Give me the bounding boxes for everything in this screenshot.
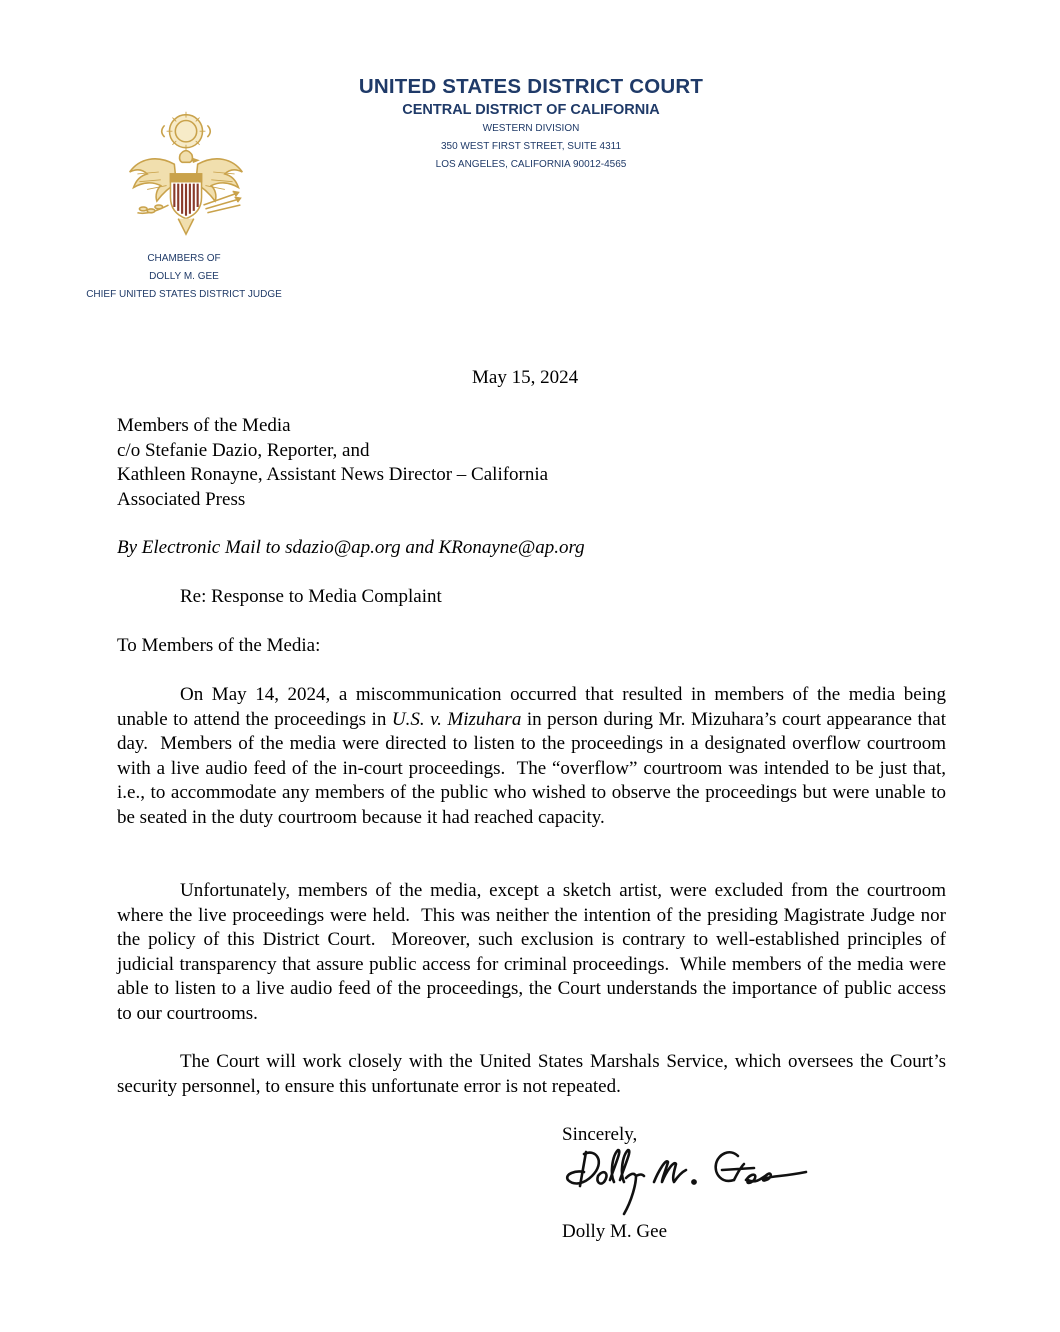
district-name: CENTRAL DISTRICT OF CALIFORNIA [402,102,660,118]
letterhead [300,74,762,174]
chambers-judge-name: DOLLY M. GEE [149,271,219,282]
paragraph-1-part-b: in person during Mr. Mizuhara’s court appearance that day. Members of the media were directed to listen to the proceedings in a designated overflow courtroom with a live audio feed of the in-court proceedings. The “overflow” courtroom was intended to be just that, i.e., to accommodate any members of the public who wished to observe the proceedings but were unable to be seated in the duty courtroom because it had reached capacity. [117,708,947,828]
closing: Sincerely, [562,1124,638,1145]
division: WESTERN DIVISION [482,123,580,134]
addressee-block [117,414,548,512]
chambers-judge-title: CHIEF UNITED STATES DISTRICT JUDGE [86,289,282,300]
letter-date: May 15, 2024 [472,367,579,388]
subject-line: Re: Response to Media Complaint [180,586,442,607]
court-name: UNITED STATES DISTRICT COURT [358,75,704,98]
addressee-line-4: Associated Press [117,488,246,510]
delivery-method: By Electronic Mail to sdazio@ap.org and KRonayne@ap.org [117,537,585,558]
paragraph-1-part-a: On May 14, 2024, a miscommunication occurred that resulted in members of the media being unable to attend the proceedings in [117,684,946,730]
case-name: U.S. v. Mizuhara [391,708,522,730]
body-paragraph-2: Unfortunately, members of the media, except a sketch artist, were excluded from the courtroom where the live proceedings were held. This was neither the intention of the presiding Magistrate Judge nor the policy of this District Court. Moreover, such exclusion is contrary to well-established principles of judicial transparency that assure public access for criminal proceedings. While members of the media were able to listen to a live audio feed of the proceedings, the Court understands the importance of public access to our courtrooms. [117,880,946,1024]
address-line-1: 350 WEST FIRST STREET, SUITE 4311 [440,141,622,152]
great-seal-icon [118,104,254,240]
chambers-line-1: CHAMBERS OF [147,253,221,264]
address-line-2: LOS ANGELES, CALIFORNIA 90012-4565 [435,159,627,170]
addressee-line-2: c/o Stefanie Dazio, Reporter, and [117,439,370,461]
signer-name: Dolly M. Gee [562,1221,668,1242]
addressee-line-1: Members of the Media [117,415,291,436]
addressee-line-3: Kathleen Ronayne, Assistant News Director – California [117,464,549,485]
body-paragraph-3: The Court will work closely with the United States Marshals Service, which oversees the Court’s security personnel, to ensure this unfortunate error is not repeated. [117,1051,946,1097]
chambers-block [70,250,298,304]
body-paragraph-1 [117,683,946,830]
handwritten-signature [562,1142,814,1222]
salutation: To Members of the Media: [117,635,321,656]
